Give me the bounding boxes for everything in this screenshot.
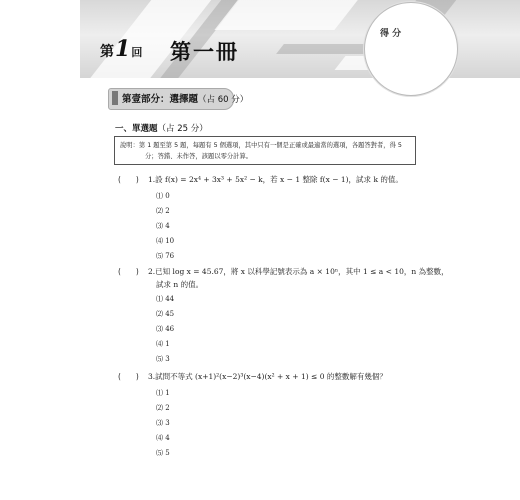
question-text: 2.已知 log x = 45.67，將 x 以科學記號表示為 a × 10ⁿ，其中 1 ≤ a < 10，n 為整數，	[148, 267, 449, 276]
subsection-heading: 一、單選題（占 25 分）	[115, 124, 208, 134]
instructions-line: 說明：第 1 題至第 5 題，每題有 5 個選項，其中只有一個是正確或最適當的選項，各題答對者，得 5	[120, 142, 402, 149]
option[interactable]: ⑷ 4	[156, 434, 170, 442]
page-title: 第一冊	[170, 40, 239, 64]
chapter-number: 第1回	[100, 36, 143, 62]
option[interactable]: ⑶ 3	[156, 419, 170, 427]
option[interactable]: ⑶ 4	[156, 222, 170, 230]
section-heading: 第壹部分：選擇題（占 60 分）	[122, 94, 249, 105]
option[interactable]: ⑶ 46	[156, 325, 175, 333]
answer-blank[interactable]: ( )	[118, 372, 139, 381]
option[interactable]: ⑵ 2	[156, 404, 170, 412]
question-text-continued: 試求 n 的值。	[156, 280, 204, 289]
answer-blank[interactable]: ( )	[118, 267, 139, 276]
option[interactable]: ⑴ 44	[156, 295, 175, 303]
option[interactable]: ⑸ 5	[156, 449, 170, 457]
instructions-box	[114, 136, 416, 165]
score-box	[364, 2, 458, 96]
option[interactable]: ⑷ 1	[156, 340, 170, 348]
option[interactable]: ⑸ 76	[156, 252, 175, 260]
question-text: 1.設 f(x) = 2x⁴ + 3x³ + 5x² − k，若 x − 1 整除 f(x − 1)，試求 k 的值。	[148, 175, 403, 184]
answer-blank[interactable]: ( )	[118, 175, 139, 184]
instructions-line: 分；答錯、未作答，該題以零分計算。	[145, 153, 253, 160]
option[interactable]: ⑸ 3	[156, 355, 170, 363]
option[interactable]: ⑵ 2	[156, 207, 170, 215]
option[interactable]: ⑵ 45	[156, 310, 175, 318]
option[interactable]: ⑷ 10	[156, 237, 175, 245]
option[interactable]: ⑴ 1	[156, 389, 170, 397]
section-marker	[112, 91, 118, 105]
question-text: 3.試問不等式 (x+1)²(x−2)³(x−4)(x² + x + 1) ≤ 0 的整數解有幾個？	[148, 372, 387, 381]
option[interactable]: ⑴ 0	[156, 192, 170, 200]
score-label: 得 分	[380, 29, 402, 39]
